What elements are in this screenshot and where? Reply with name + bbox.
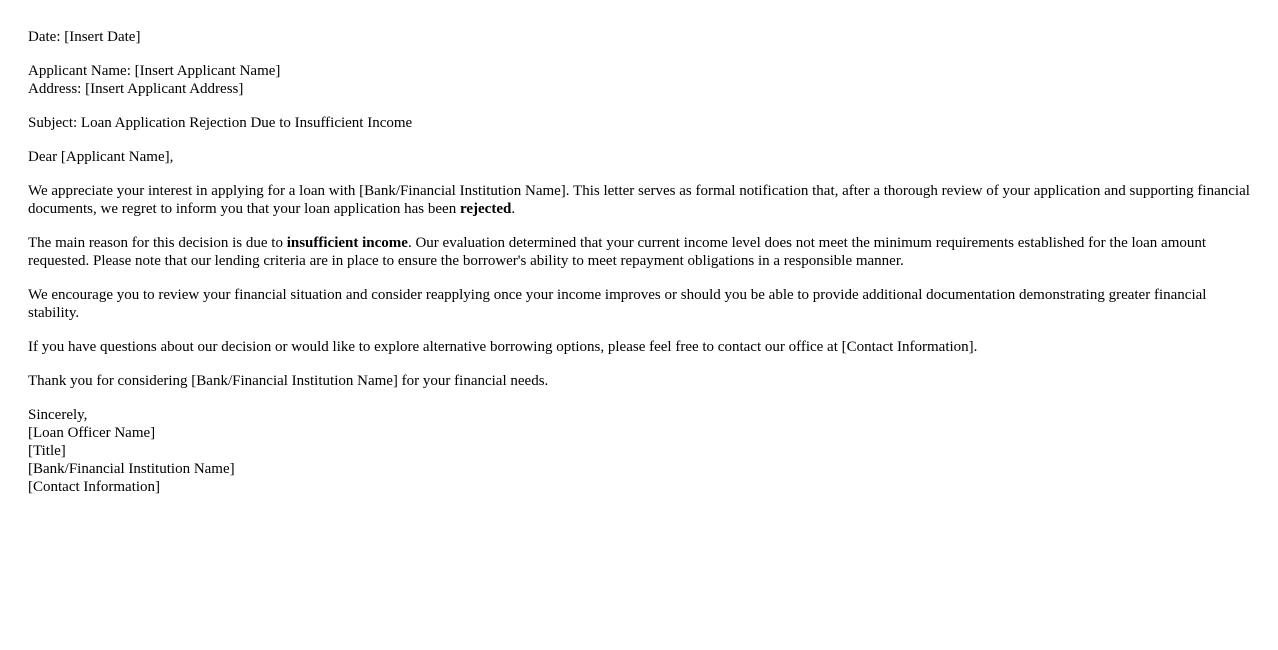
- paragraph-notification-end: .: [511, 201, 516, 217]
- subject-text: Subject: Loan Application Rejection Due to Insufficient Income: [28, 115, 413, 131]
- paragraph-thanks-text: Thank you for considering [Bank/Financial Institution Name] for your financial needs.: [28, 373, 549, 389]
- paragraph-reason-text: The main reason for this decision is due to: [28, 235, 287, 251]
- applicant-info: [28, 62, 1250, 98]
- officer-name: [Loan Officer Name]: [28, 425, 156, 441]
- salutation-text: Dear [Applicant Name],: [28, 149, 174, 165]
- paragraph-thanks: [28, 372, 1250, 390]
- insufficient-income-emphasis: insufficient income: [286, 235, 408, 251]
- paragraph-reason: [28, 234, 1250, 270]
- paragraph-encouragement: [28, 286, 1250, 322]
- officer-title: [Title]: [28, 443, 66, 459]
- paragraph-contact-text: If you have questions about our decision or would like to explore alternative borrowing options, please feel free to contact our office at [Contact Information].: [28, 339, 978, 355]
- applicant-name-text: Applicant Name: [Insert Applicant Name]: [28, 63, 281, 79]
- signature-block: [28, 406, 1250, 496]
- paragraph-contact: [28, 338, 1250, 356]
- salutation: [28, 148, 1250, 166]
- rejected-emphasis: rejected: [459, 201, 512, 217]
- paragraph-reason-rest: . Our evaluation determined that your current income level does not meet the minimum requirements established for the loan amount requested. Please note that our lending criteria are in place to ensure the borrower's ability to meet repayment obligations in a responsible manner.: [28, 235, 1207, 269]
- letter-body: [28, 28, 1250, 512]
- paragraph-notification-text: We appreciate your interest in applying for a loan with [Bank/Financial Institution Name]. This letter serves as formal notification that, after a thorough review of your application and supporting financial documents, we regret to inform you that your loan application has been: [28, 183, 1250, 217]
- institution-name: [Bank/Financial Institution Name]: [28, 461, 235, 477]
- sign-off: Sincerely,: [28, 407, 88, 423]
- paragraph-encouragement-text: We encourage you to review your financial situation and consider reapplying once your income improves or should you be able to provide additional documentation demonstrating greater financial stability.: [28, 287, 1207, 321]
- date-text: Date: [Insert Date]: [28, 29, 141, 45]
- date-line: [28, 28, 1250, 46]
- subject-line: [28, 114, 1250, 132]
- applicant-address-text: Address: [Insert Applicant Address]: [28, 81, 244, 97]
- paragraph-notification: [28, 182, 1250, 218]
- contact-information: [Contact Information]: [28, 479, 161, 495]
